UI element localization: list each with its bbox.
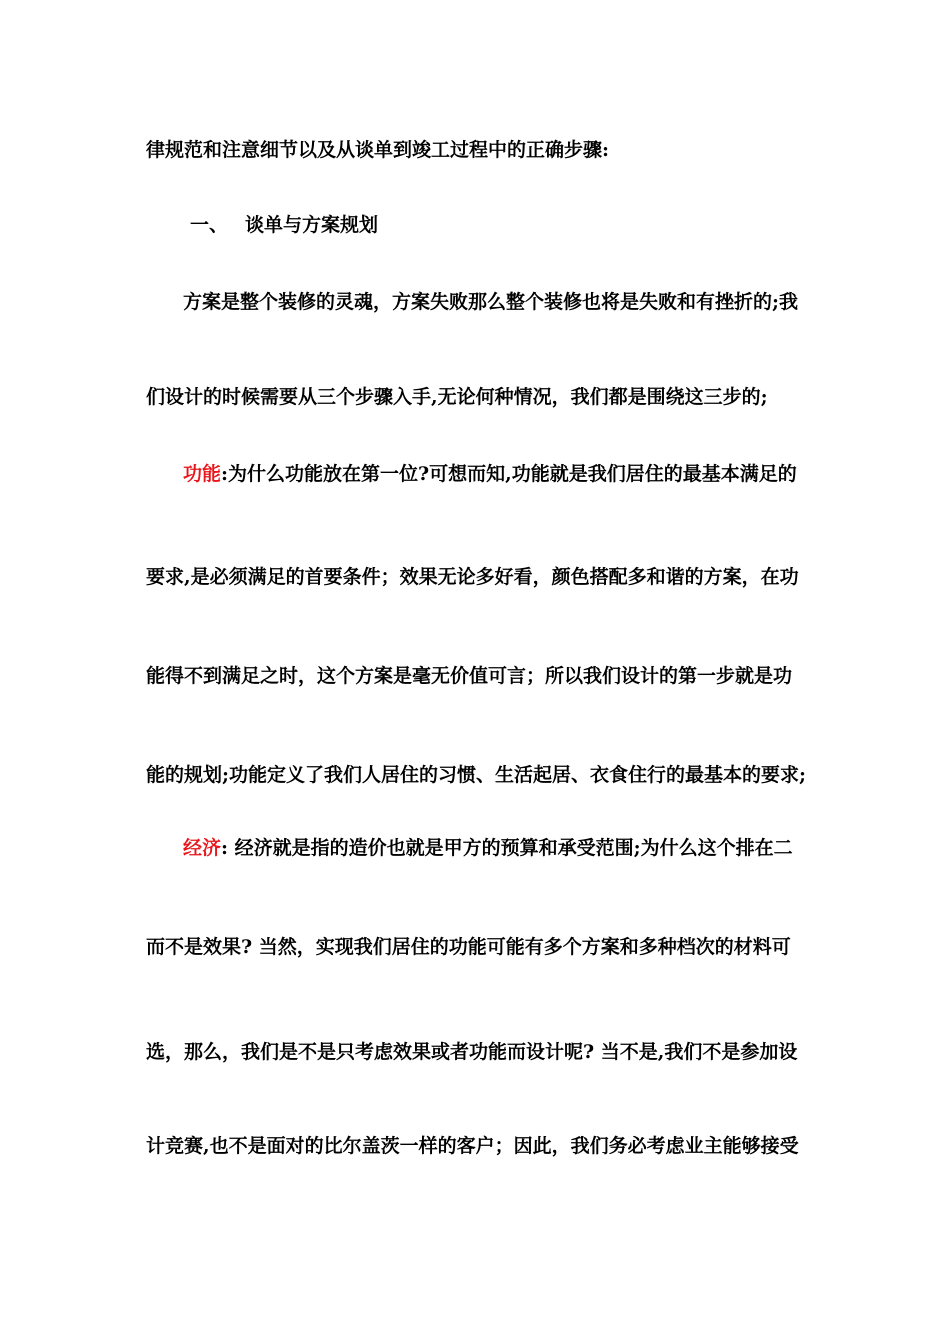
paragraph-economy-line-1 [183, 836, 863, 860]
paragraph-economy-line-4: 计竞赛,也不是面对的比尔盖茨一样的客户；因此，我们务必考虑业主能够接受 [146, 1135, 799, 1157]
paragraph-economy-line-3: 选，那么，我们是不是只考虑效果或者功能而设计呢? 当不是,我们不是参加设 [146, 1041, 798, 1063]
paragraph-1-line-1: 方案是整个装修的灵魂，方案失败那么整个装修也将是失败和有挫折的;我 [183, 291, 799, 313]
keyword-function: 功能 [183, 463, 222, 485]
section-heading [190, 213, 378, 237]
paragraph-function-line-3: 能得不到满足之时，这个方案是毫无价值可言；所以我们设计的第一步就是功 [146, 665, 793, 687]
paragraph-function-text: :为什么功能放在第一位?可想而知,功能就是我们居住的最基本满足的 [221, 463, 797, 485]
paragraph-economy-line-2: 而不是效果? 当然，实现我们居住的功能可能有多个方案和多种档次的材料可 [146, 936, 791, 958]
section-title: 谈单与方案规划 [245, 214, 379, 236]
keyword-economy: 经济 [183, 837, 222, 859]
paragraph-function-line-1 [183, 462, 863, 486]
paragraph-function-line-2: 要求,是必须满足的首要条件；效果无论多好看，颜色搭配多和谐的方案，在功 [146, 566, 799, 588]
section-number: 一、 [190, 214, 229, 236]
paragraph-economy-text: : 经济就是指的造价也就是甲方的预算和承受范围;为什么这个排在二 [221, 837, 793, 859]
paragraph-function-line-4: 能的规划;功能定义了我们人居住的习惯、生活起居、衣食住行的最基本的要求; [146, 764, 807, 786]
text-line-1: 律规范和注意细节以及从谈单到竣工过程中的正确步骤: [146, 139, 610, 161]
paragraph-1-line-2: 们设计的时候需要从三个步骤入手,无论何种情况，我们都是围绕这三步的; [146, 386, 768, 408]
